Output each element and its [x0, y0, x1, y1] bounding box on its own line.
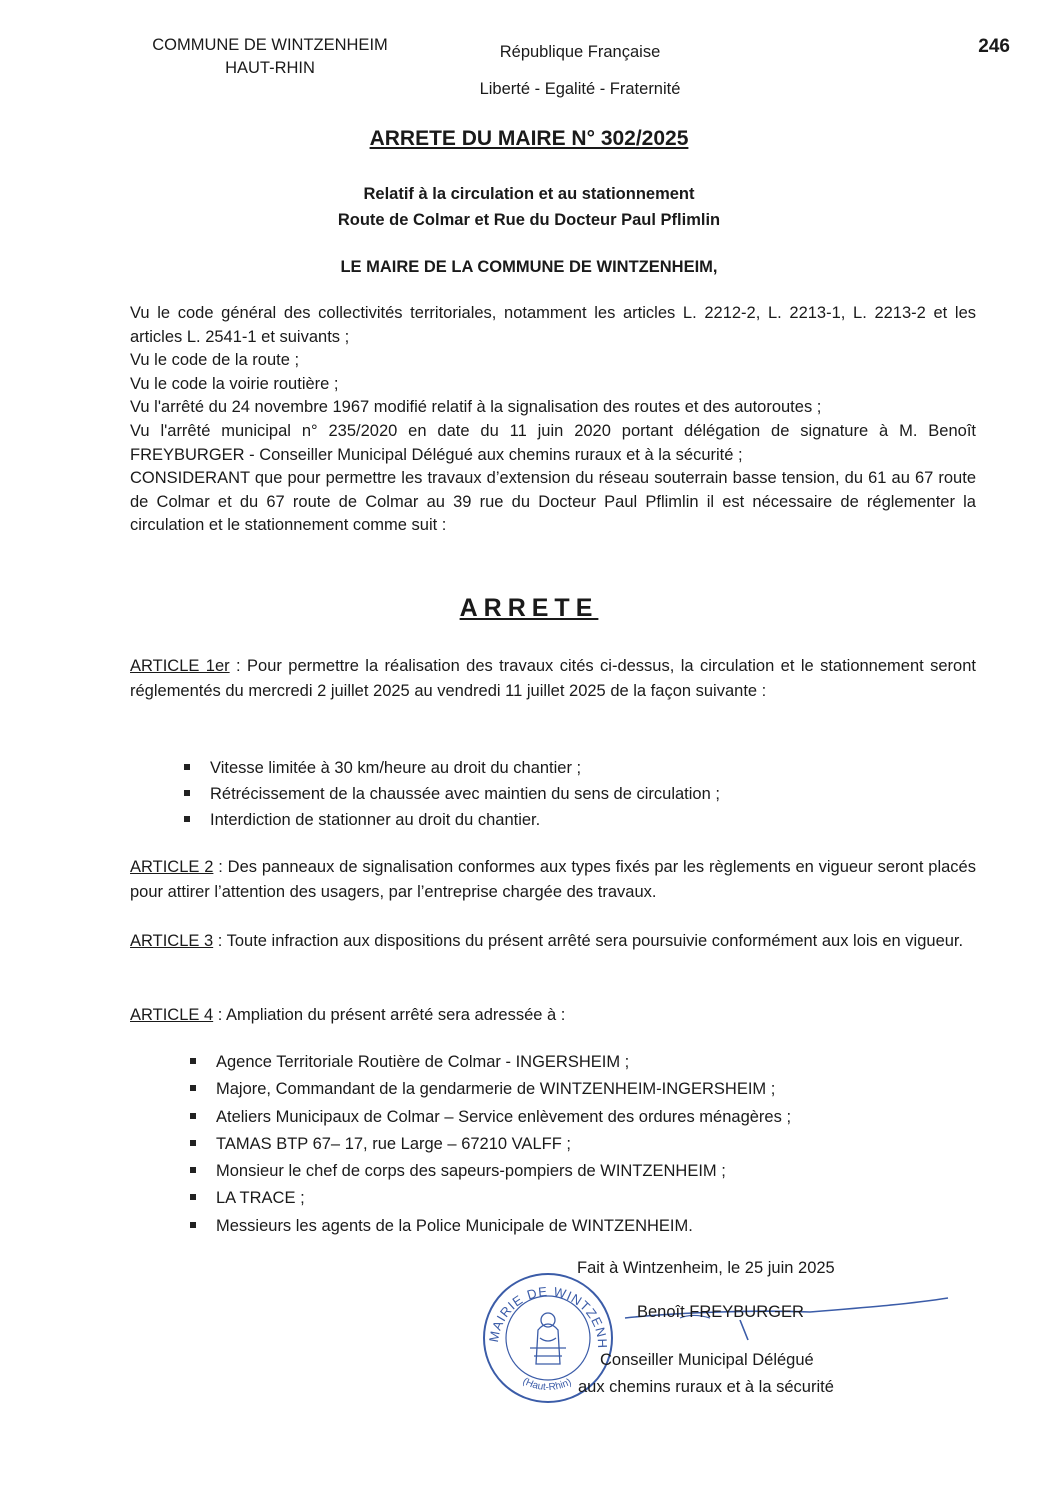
- article-3: [130, 929, 976, 954]
- visa-item: Vu l'arrêté du 24 novembre 1967 modifié relatif à la signalisation des routes et des autoroutes ;: [130, 398, 822, 417]
- list-item: Ateliers Municipaux de Colmar – Service enlèvement des ordures ménagères ;: [188, 1104, 791, 1131]
- le-maire-heading: LE MAIRE DE LA COMMUNE DE WINTZENHEIM,: [340, 258, 718, 276]
- subtitle-line-2: Route de Colmar et Rue du Docteur Paul Pflimlin: [337, 211, 721, 229]
- article-4: [130, 1003, 976, 1028]
- article-3-label: ARTICLE 3: [130, 932, 214, 950]
- article-4-list: [188, 1049, 791, 1240]
- commune-name: COMMUNE DE WINTZENHEIM: [152, 36, 388, 54]
- list-item: Messieurs les agents de la Police Municipale de WINTZENHEIM.: [188, 1213, 791, 1240]
- list-item: Majore, Commandant de la gendarmerie de WINTZENHEIM-INGERSHEIM ;: [188, 1076, 791, 1103]
- document-subtitle: [0, 181, 1058, 233]
- signatory-role-line-2: aux chemins ruraux et à la sécurité: [578, 1378, 834, 1396]
- visa-item: Vu le code de la route ;: [130, 351, 300, 370]
- list-item: TAMAS BTP 67– 17, rue Large – 67210 VALFF ;: [188, 1131, 791, 1158]
- article-3-text: : Toute infraction aux dispositions du présent arrêté sera poursuivie conformément aux lois en vigueur.: [213, 932, 964, 950]
- article-2-label: ARTICLE 2: [130, 858, 214, 876]
- departement: HAUT-RHIN: [225, 59, 315, 77]
- place-date: Fait à Wintzenheim, le 25 juin 2025: [577, 1259, 835, 1277]
- arrete-heading: ARRETE: [459, 594, 599, 622]
- list-item: Monsieur le chef de corps des sapeurs-pompiers de WINTZENHEIM ;: [188, 1158, 791, 1185]
- article-1-list: [182, 755, 720, 833]
- visa-item: Vu le code général des collectivités territoriales, notamment les articles L. 2212-2, L. 2213-1, L. 2213-2 et les articles L. 2541-1 et suivants ;: [130, 304, 976, 346]
- header-republique-block: [430, 34, 730, 108]
- visa-item: Vu l'arrêté municipal n° 235/2020 en date du 11 juin 2020 portant délégation de signature à M. Benoît FREYBURGER - Conseiller Municipal Délégué aux chemins ruraux et à la sécurité ;: [130, 421, 976, 464]
- considerant-item: CONSIDERANT que pour permettre les travaux d’extension du réseau souterrain basse tension, du 61 au 67 route de Colmar et du 67 route de Colmar au 39 rue du Docteur Paul Pflimlin il est nécessaire de réglementer la circulation et le stationnement comme suit :: [130, 469, 976, 535]
- list-item: Agence Territoriale Routière de Colmar - INGERSHEIM ;: [188, 1049, 791, 1076]
- page-number: 246: [978, 36, 1010, 57]
- svg-text:MAIRIE DE WINTZENHEIM: MAIRIE DE WINTZENH: [485, 1283, 611, 1350]
- subtitle-line-1: Relatif à la circulation et au stationnement: [363, 185, 695, 203]
- svg-text:(Haut-Rhin): (Haut-Rhin): [520, 1375, 574, 1394]
- list-item: LA TRACE ;: [188, 1185, 791, 1212]
- article-4-text: : Ampliation du présent arrêté sera adressée à :: [213, 1006, 566, 1024]
- list-item: Rétrécissement de la chaussée avec maintien du sens de circulation ;: [182, 781, 720, 807]
- article-2-text: : Des panneaux de signalisation conformes aux types fixés par les règlements en vigueur seront placés pour attirer l’attention des usagers, par l’entreprise chargée des travaux.: [130, 858, 976, 901]
- republique: République Française: [499, 43, 661, 61]
- signatory-name: Benoît FREYBURGER: [637, 1303, 804, 1321]
- article-1: [130, 654, 976, 703]
- article-4-label: ARTICLE 4: [130, 1006, 214, 1024]
- list-item: Vitesse limitée à 30 km/heure au droit du chantier ;: [182, 755, 720, 781]
- header-commune-block: [120, 34, 420, 80]
- document-title: ARRETE DU MAIRE N° 302/2025: [369, 127, 689, 150]
- article-2: [130, 855, 976, 904]
- list-item: Interdiction de stationner au droit du chantier.: [182, 807, 720, 833]
- article-1-label: ARTICLE 1er: [130, 657, 230, 675]
- visa-item: Vu le code la voirie routière ;: [130, 374, 339, 393]
- signatory-role-line-1: Conseiller Municipal Délégué: [600, 1351, 814, 1369]
- visas-block: [130, 302, 976, 538]
- article-1-text: : Pour permettre la réalisation des travaux cités ci-dessus, la circulation et le stationnement seront réglementés du mercredi 2 juillet 2025 au vendredi 11 juillet 2025 de la façon suivante :: [130, 657, 976, 700]
- devise: Liberté - Egalité - Fraternité: [479, 80, 681, 98]
